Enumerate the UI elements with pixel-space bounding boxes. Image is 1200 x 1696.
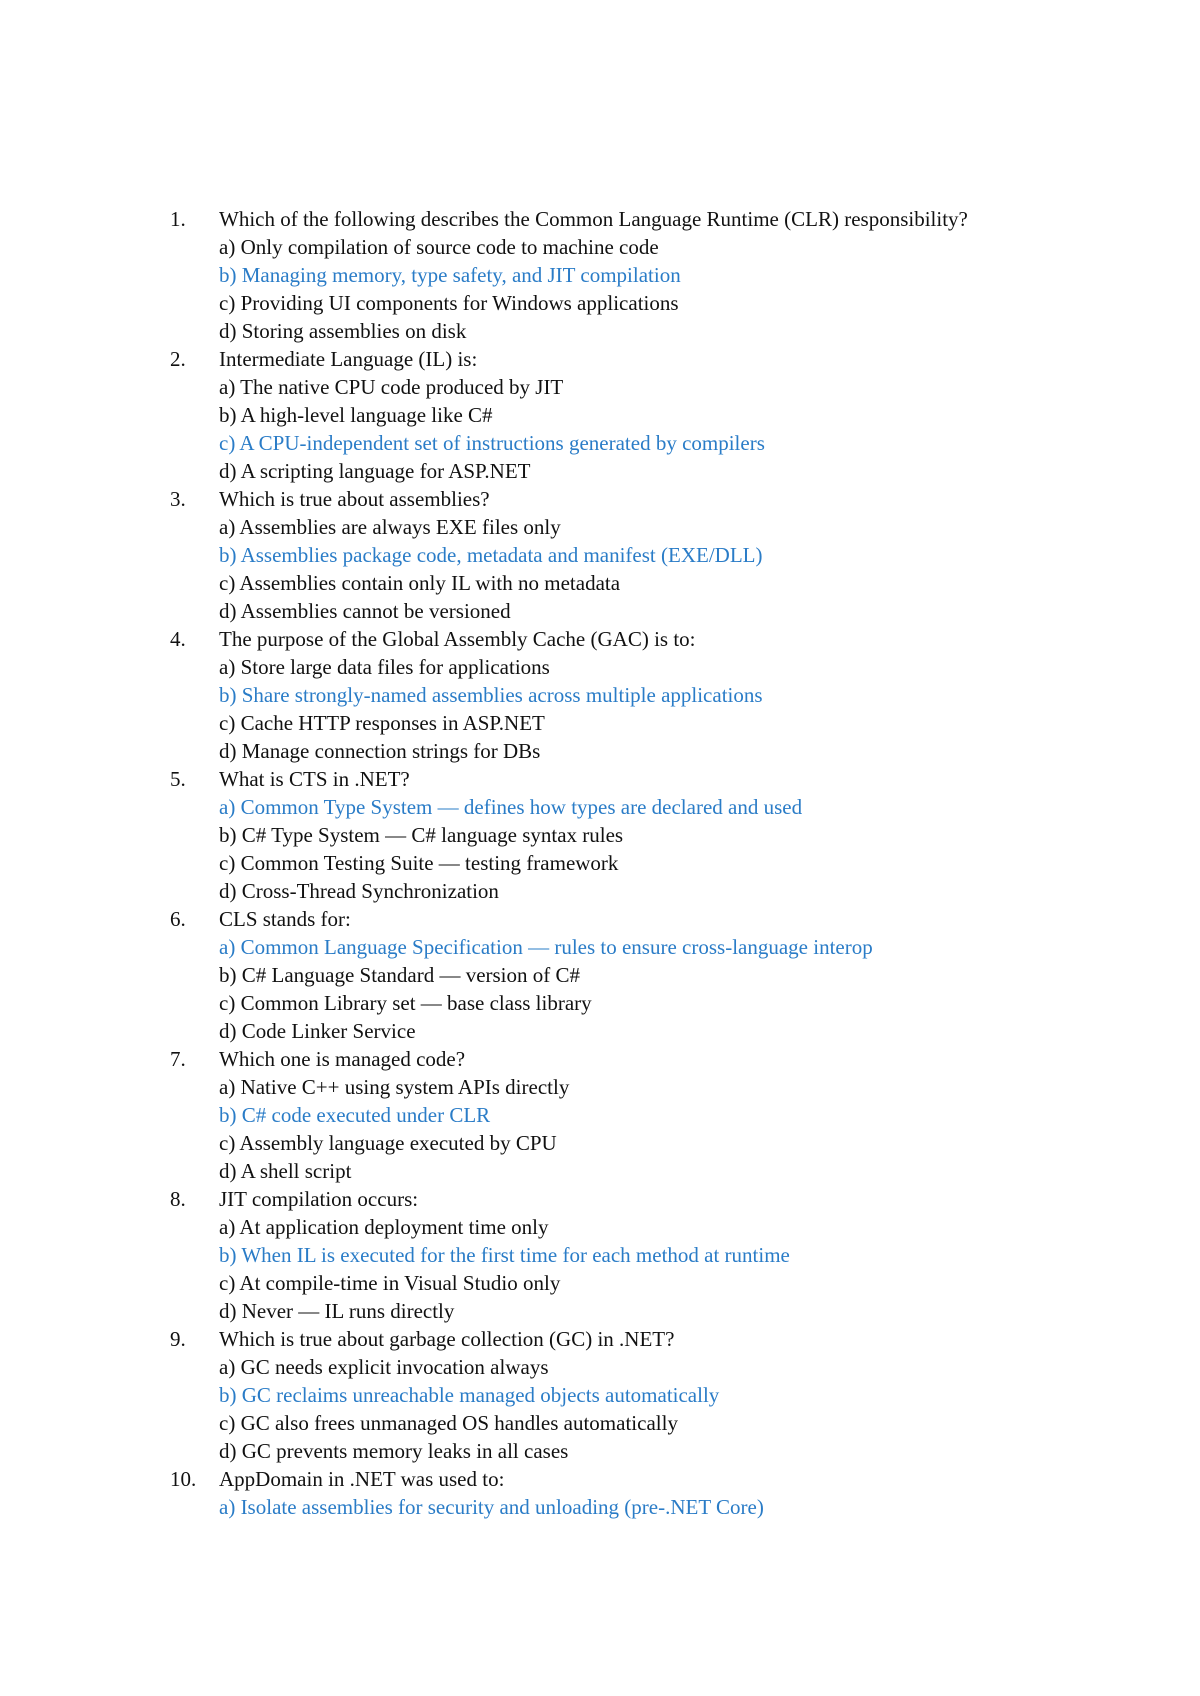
question-number: 9. xyxy=(170,1327,186,1351)
answer-options xyxy=(170,1213,1170,1325)
answer-option: d) Cross-Thread Synchronization xyxy=(219,879,499,903)
question-text: Intermediate Language (IL) is: xyxy=(219,347,478,371)
question-text: JIT compilation occurs: xyxy=(219,1187,419,1211)
question-item xyxy=(170,1325,1170,1465)
answer-options xyxy=(170,933,1170,1045)
question-item xyxy=(170,1045,1170,1185)
answer-options xyxy=(170,1493,1170,1521)
question-number: 10. xyxy=(170,1467,197,1491)
answer-option: c) GC also frees unmanaged OS handles automatically xyxy=(219,1411,678,1435)
answer-option: d) A scripting language for ASP.NET xyxy=(219,459,531,483)
answer-option-correct: a) Common Language Specification — rules to ensure cross-language interop xyxy=(219,935,873,959)
question-stem xyxy=(170,1325,1170,1353)
answer-option: c) Common Library set — base class library xyxy=(219,991,592,1015)
answer-options xyxy=(170,1353,1170,1465)
question-number: 4. xyxy=(170,627,186,651)
answer-option: c) Assembly language executed by CPU xyxy=(219,1131,557,1155)
question-item xyxy=(170,905,1170,1045)
question-item xyxy=(170,1185,1170,1325)
answer-options xyxy=(170,513,1170,625)
question-number: 8. xyxy=(170,1187,186,1211)
answer-option: a) Native C++ using system APIs directly xyxy=(219,1075,570,1099)
answer-option-correct: b) Managing memory, type safety, and JIT compilation xyxy=(219,263,681,287)
question-item xyxy=(170,485,1170,625)
answer-option: d) Manage connection strings for DBs xyxy=(219,739,541,763)
answer-option: a) At application deployment time only xyxy=(219,1215,549,1239)
question-stem xyxy=(170,905,1170,933)
answer-option-correct: b) Assemblies package code, metadata and manifest (EXE/DLL) xyxy=(219,543,763,567)
question-number: 3. xyxy=(170,487,186,511)
question-stem xyxy=(170,1465,1170,1493)
question-number: 6. xyxy=(170,907,186,931)
question-number: 5. xyxy=(170,767,186,791)
answer-option-correct: b) Share strongly-named assemblies across multiple applications xyxy=(219,683,763,707)
answer-option: b) A high-level language like C# xyxy=(219,403,493,427)
question-item xyxy=(170,625,1170,765)
answer-option: d) Never — IL runs directly xyxy=(219,1299,455,1323)
question-number: 7. xyxy=(170,1047,186,1071)
question-stem xyxy=(170,345,1170,373)
question-text: Which one is managed code? xyxy=(219,1047,466,1071)
question-stem xyxy=(170,625,1170,653)
question-text: Which is true about garbage collection (GC) in .NET? xyxy=(219,1327,675,1351)
answer-option-correct: b) When IL is executed for the first time for each method at runtime xyxy=(219,1243,790,1267)
question-item xyxy=(170,1465,1170,1521)
answer-option: a) GC needs explicit invocation always xyxy=(219,1355,549,1379)
question-item xyxy=(170,345,1170,485)
answer-option-correct: b) GC reclaims unreachable managed objects automatically xyxy=(219,1383,720,1407)
answer-options xyxy=(170,793,1170,905)
answer-option: b) C# Type System — C# language syntax rules xyxy=(219,823,624,847)
answer-option: c) At compile-time in Visual Studio only xyxy=(219,1271,561,1295)
question-stem xyxy=(170,485,1170,513)
answer-option: a) Only compilation of source code to machine code xyxy=(219,235,659,259)
answer-options xyxy=(170,373,1170,485)
answer-option: c) Common Testing Suite — testing framework xyxy=(219,851,619,875)
answer-option: d) Code Linker Service xyxy=(219,1019,416,1043)
answer-option: a) The native CPU code produced by JIT xyxy=(219,375,564,399)
answer-option: a) Store large data files for applications xyxy=(219,655,550,679)
answer-option-correct: a) Isolate assemblies for security and unloading (pre-.NET Core) xyxy=(219,1495,764,1519)
answer-option-correct: b) C# code executed under CLR xyxy=(219,1103,491,1127)
question-text: The purpose of the Global Assembly Cache (GAC) is to: xyxy=(219,627,696,651)
question-stem xyxy=(170,765,1170,793)
answer-options xyxy=(170,653,1170,765)
answer-option: d) GC prevents memory leaks in all cases xyxy=(219,1439,569,1463)
question-text: CLS stands for: xyxy=(219,907,351,931)
question-stem xyxy=(170,205,1170,233)
question-number: 1. xyxy=(170,207,186,231)
question-list xyxy=(170,205,1170,1521)
answer-option: d) Assemblies cannot be versioned xyxy=(219,599,511,623)
answer-option: c) Cache HTTP responses in ASP.NET xyxy=(219,711,545,735)
question-text: Which of the following describes the Common Language Runtime (CLR) responsibility? xyxy=(219,207,968,231)
question-item xyxy=(170,205,1170,345)
question-number: 2. xyxy=(170,347,186,371)
answer-option-correct: a) Common Type System — defines how types are declared and used xyxy=(219,795,803,819)
answer-option: d) A shell script xyxy=(219,1159,352,1183)
question-text: AppDomain in .NET was used to: xyxy=(219,1467,505,1491)
question-text: What is CTS in .NET? xyxy=(219,767,410,791)
question-stem xyxy=(170,1185,1170,1213)
question-item xyxy=(170,765,1170,905)
answer-option: c) Providing UI components for Windows applications xyxy=(219,291,679,315)
answer-option-correct: c) A CPU-independent set of instructions generated by compilers xyxy=(219,431,765,455)
answer-option: c) Assemblies contain only IL with no metadata xyxy=(219,571,621,595)
answer-option: d) Storing assemblies on disk xyxy=(219,319,467,343)
answer-options xyxy=(170,1073,1170,1185)
answer-option: a) Assemblies are always EXE files only xyxy=(219,515,561,539)
answer-option: b) C# Language Standard — version of C# xyxy=(219,963,581,987)
answer-options xyxy=(170,233,1170,345)
question-stem xyxy=(170,1045,1170,1073)
question-text: Which is true about assemblies? xyxy=(219,487,490,511)
